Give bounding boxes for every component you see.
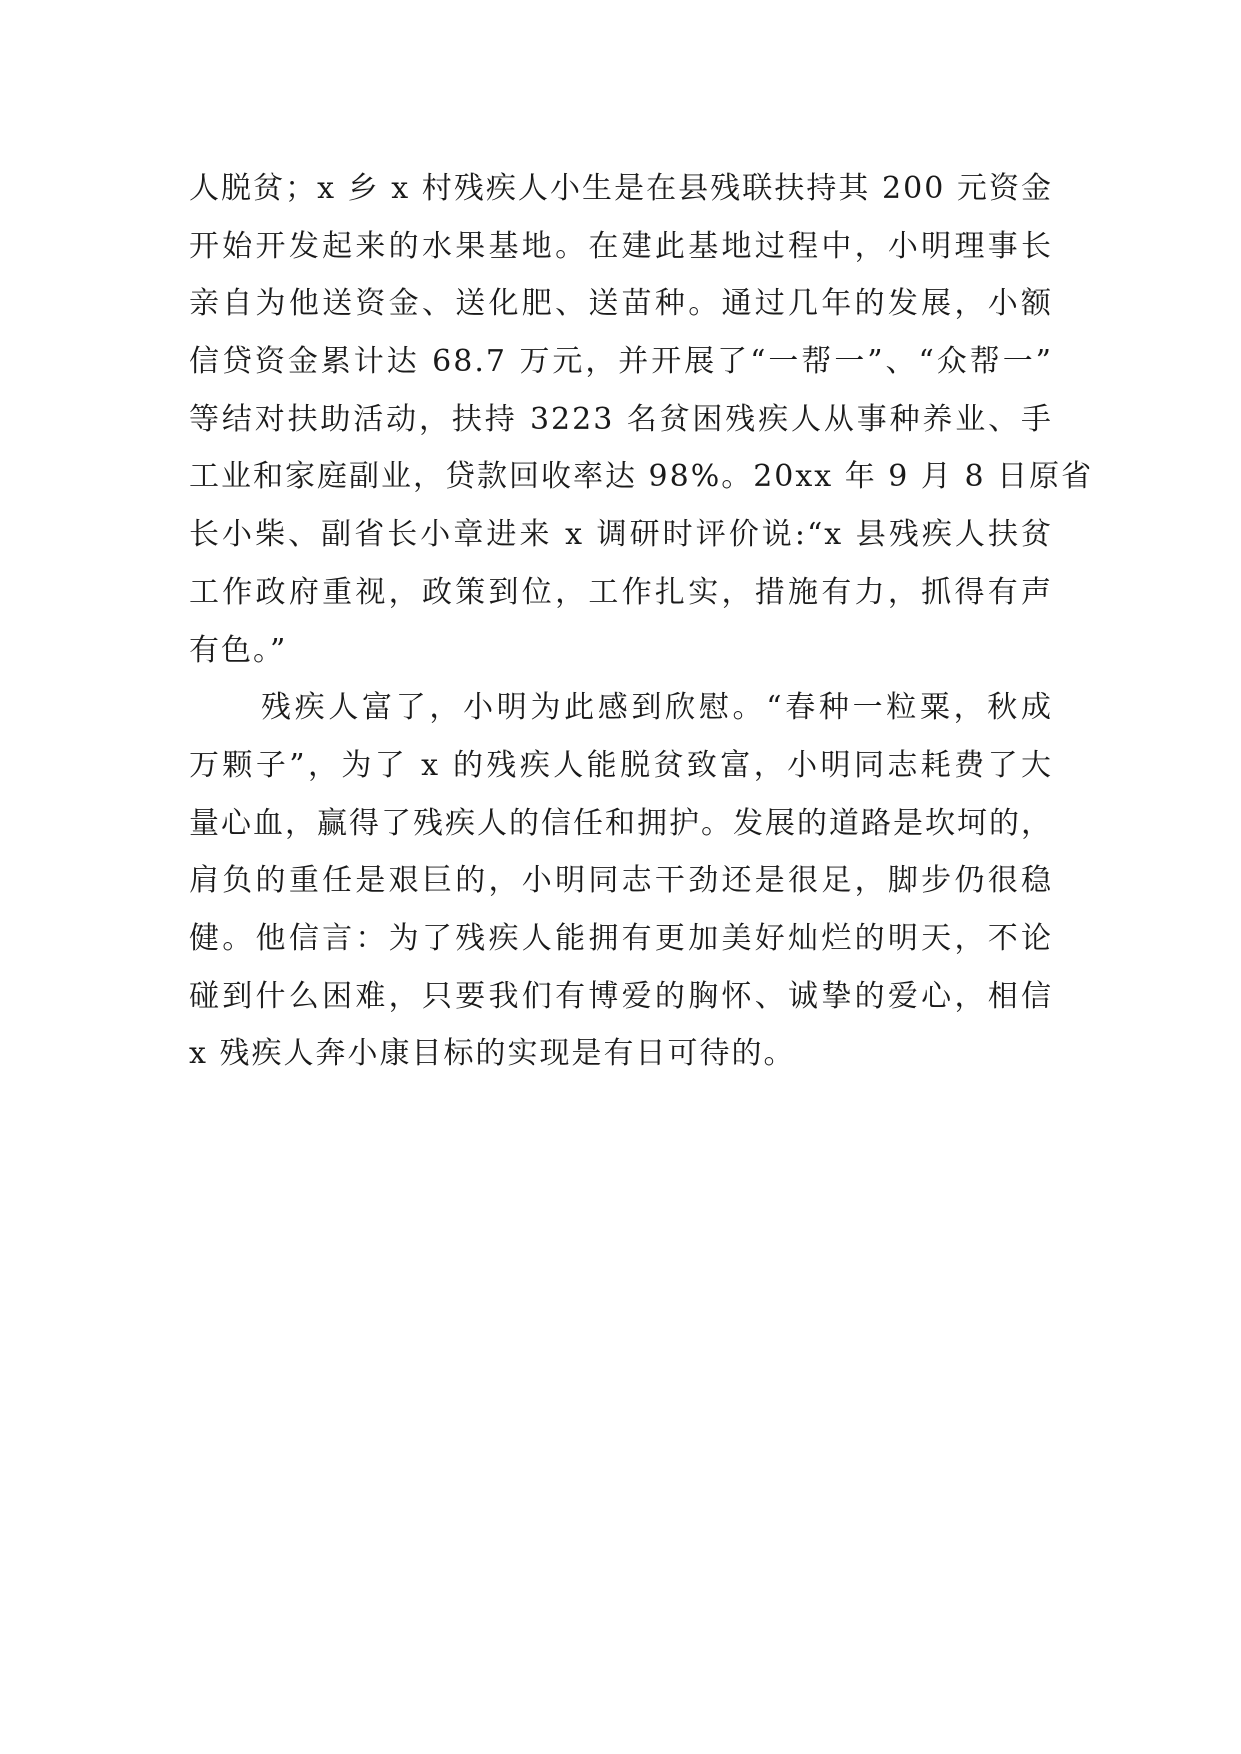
text-line: 亲自为他送资金、送化肥、送苗种。通过几年的发展，小额: [189, 286, 1053, 322]
text-line: 健。他信言：为了残疾人能拥有更加美好灿烂的明天，不论: [189, 920, 1053, 956]
text-line: 工作政府重视，政策到位，工作扎实，措施有力，抓得有声: [189, 574, 1053, 610]
text-line: 碰到什么困难，只要我们有博爱的胸怀、诚挚的爱心，相信: [189, 978, 1053, 1014]
text-line: 人脱贫；x 乡 x 村残疾人小生是在县残联扶持其 200 元资金: [189, 171, 1053, 206]
text-line: 残疾人富了，小明为此感到欣慰。“春种一粒粟，秋成: [261, 690, 1053, 726]
text-line: 信贷资金累计达 68.7 万元，并开展了“一帮一”、“众帮一”: [189, 344, 1053, 380]
text-line: x 残疾人奔小康目标的实现是有日可待的。: [189, 1036, 796, 1072]
text-line: 肩负的重任是艰巨的，小明同志干劲还是很足，脚步仍很稳: [189, 863, 1053, 899]
text-line: 万颗子”，为了 x 的残疾人能脱贫致富，小明同志耗费了大: [189, 747, 1053, 783]
body-text: [189, 160, 1094, 1083]
text-line: 长小柴、副省长小章进来 x 调研时评价说:“x 县残疾人扶贫: [189, 517, 1053, 553]
text-line: 开始开发起来的水果基地。在建此基地过程中，小明理事长: [189, 228, 1053, 264]
text-line: 有色。”: [189, 632, 288, 668]
text-line: 量心血，赢得了残疾人的信任和拥护。发展的道路是坎坷的，: [189, 805, 1053, 841]
text-line: 等结对扶助活动，扶持 3223 名贫困残疾人从事种养业、手: [189, 401, 1053, 437]
text-line: 工业和家庭副业，贷款回收率达 98%。20xx 年 9 月 8 日原省: [189, 459, 1094, 495]
